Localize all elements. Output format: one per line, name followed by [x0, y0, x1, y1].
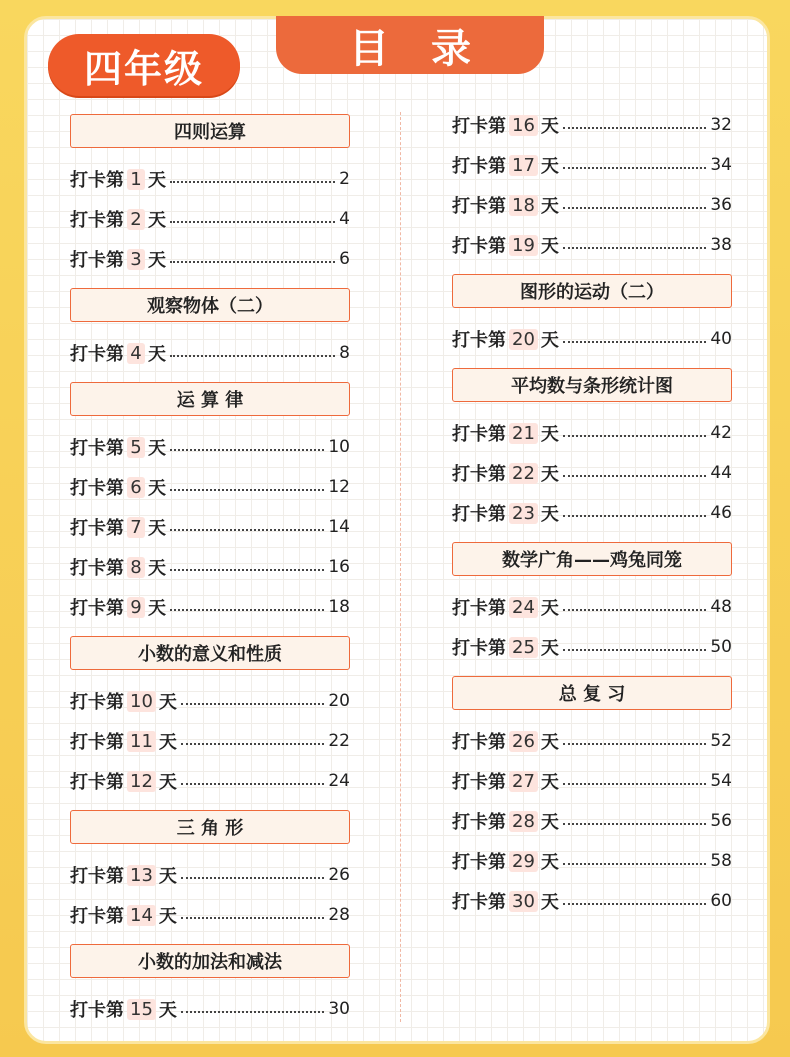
entry-prefix: 打卡第 — [70, 772, 124, 793]
section-heading: 图形的运动（二） — [452, 274, 732, 308]
entry-day-number: 12 — [127, 771, 156, 792]
entry-prefix: 打卡第 — [452, 156, 506, 177]
entry-suffix: 天 — [148, 598, 166, 619]
entry-suffix: 天 — [158, 772, 177, 793]
toc-entry[interactable] — [70, 728, 350, 754]
dot-leader — [563, 863, 706, 865]
dot-leader — [563, 823, 706, 825]
entry-day-number: 6 — [127, 477, 145, 498]
entry-prefix: 打卡第 — [452, 638, 506, 659]
entry-prefix: 打卡第 — [70, 906, 124, 927]
toc-entry[interactable] — [452, 232, 732, 258]
dot-leader — [170, 221, 335, 223]
entry-suffix: 天 — [148, 210, 166, 231]
entry-page-number: 14 — [328, 517, 350, 537]
entry-page-number: 44 — [710, 463, 732, 483]
section-heading: 平均数与条形统计图 — [452, 368, 732, 402]
section-heading: 三 角 形 — [70, 810, 350, 844]
entry-prefix: 打卡第 — [452, 464, 506, 485]
entry-day-number: 26 — [509, 731, 538, 752]
entry-suffix: 天 — [540, 504, 559, 525]
entry-day-number: 9 — [127, 597, 145, 618]
entry-day-number: 24 — [509, 597, 538, 618]
entry-day-number: 3 — [127, 249, 145, 270]
entry-page-number: 32 — [710, 115, 732, 135]
entry-prefix: 打卡第 — [452, 812, 506, 833]
toc-entry[interactable] — [70, 862, 350, 888]
toc-entry[interactable] — [452, 768, 732, 794]
dot-leader — [563, 515, 706, 517]
entry-day-number: 11 — [127, 731, 156, 752]
entry-suffix: 天 — [148, 170, 166, 191]
entry-day-number: 8 — [127, 557, 145, 578]
entry-page-number: 20 — [328, 691, 350, 711]
toc-entry[interactable] — [70, 514, 350, 540]
entry-suffix: 天 — [540, 196, 559, 217]
entry-day-number: 22 — [509, 463, 538, 484]
toc-entry[interactable] — [70, 166, 350, 192]
dot-leader — [563, 649, 706, 651]
entry-page-number: 2 — [339, 169, 350, 189]
toc-entry[interactable] — [70, 554, 350, 580]
dot-leader — [181, 743, 324, 745]
dot-leader — [170, 355, 335, 357]
dot-leader — [181, 783, 324, 785]
entry-page-number: 52 — [710, 731, 732, 751]
entry-suffix: 天 — [158, 1000, 177, 1021]
entry-day-number: 30 — [509, 891, 538, 912]
grade-badge: 四年级 — [48, 34, 240, 96]
entry-suffix: 天 — [540, 236, 559, 257]
entry-prefix: 打卡第 — [452, 892, 506, 913]
entry-page-number: 8 — [339, 343, 350, 363]
entry-day-number: 13 — [127, 865, 156, 886]
entry-day-number: 23 — [509, 503, 538, 524]
entry-day-number: 21 — [509, 423, 538, 444]
column-divider — [400, 112, 401, 1022]
section-heading: 数学广角——鸡兔同笼 — [452, 542, 732, 576]
entry-prefix: 打卡第 — [452, 330, 506, 351]
entry-prefix: 打卡第 — [70, 558, 124, 579]
section-heading: 观察物体（二） — [70, 288, 350, 322]
entry-day-number: 28 — [509, 811, 538, 832]
toc-entry[interactable] — [452, 634, 732, 660]
entry-day-number: 18 — [509, 195, 538, 216]
entry-suffix: 天 — [158, 906, 177, 927]
entry-day-number: 25 — [509, 637, 538, 658]
entry-day-number: 16 — [509, 115, 538, 136]
entry-prefix: 打卡第 — [70, 1000, 124, 1021]
entry-prefix: 打卡第 — [452, 116, 506, 137]
entry-prefix: 打卡第 — [70, 692, 124, 713]
toc-entry[interactable] — [70, 246, 350, 272]
toc-entry[interactable] — [70, 688, 350, 714]
page-title: 目录 — [276, 16, 544, 74]
entry-prefix: 打卡第 — [70, 250, 124, 271]
entry-suffix: 天 — [158, 732, 177, 753]
dot-leader — [170, 609, 324, 611]
entry-prefix: 打卡第 — [70, 478, 124, 499]
entry-suffix: 天 — [540, 772, 559, 793]
dot-leader — [563, 903, 706, 905]
entry-suffix: 天 — [540, 812, 559, 833]
entry-prefix: 打卡第 — [70, 344, 124, 365]
entry-suffix: 天 — [540, 330, 559, 351]
dot-leader — [170, 261, 335, 263]
entry-prefix: 打卡第 — [452, 504, 506, 525]
toc-entry[interactable] — [452, 500, 732, 526]
entry-suffix: 天 — [540, 598, 559, 619]
entry-prefix: 打卡第 — [70, 732, 124, 753]
entry-suffix: 天 — [148, 438, 166, 459]
entry-page-number: 30 — [328, 999, 350, 1019]
entry-page-number: 16 — [328, 557, 350, 577]
entry-page-number: 24 — [328, 771, 350, 791]
dot-leader — [170, 529, 324, 531]
entry-page-number: 50 — [710, 637, 732, 657]
dot-leader — [181, 917, 324, 919]
entry-page-number: 36 — [710, 195, 732, 215]
entry-day-number: 14 — [127, 905, 156, 926]
entry-page-number: 28 — [328, 905, 350, 925]
entry-page-number: 26 — [328, 865, 350, 885]
dot-leader — [563, 743, 706, 745]
dot-leader — [563, 127, 706, 129]
toc-entry[interactable] — [452, 594, 732, 620]
entry-day-number: 27 — [509, 771, 538, 792]
toc-entry[interactable] — [70, 768, 350, 794]
entry-page-number: 12 — [328, 477, 350, 497]
dot-leader — [181, 703, 324, 705]
entry-page-number: 46 — [710, 503, 732, 523]
entry-suffix: 天 — [540, 732, 559, 753]
dot-leader — [170, 569, 324, 571]
section-heading: 总 复 习 — [452, 676, 732, 710]
toc-entry[interactable] — [70, 996, 350, 1022]
entry-day-number: 5 — [127, 437, 145, 458]
entry-day-number: 15 — [127, 999, 156, 1020]
section-heading: 小数的加法和减法 — [70, 944, 350, 978]
entry-suffix: 天 — [158, 866, 177, 887]
entry-suffix: 天 — [540, 464, 559, 485]
toc-entry[interactable] — [70, 902, 350, 928]
toc-entry[interactable] — [452, 848, 732, 874]
entry-day-number: 7 — [127, 517, 145, 538]
toc-entry[interactable] — [70, 434, 350, 460]
entry-suffix: 天 — [148, 478, 166, 499]
dot-leader — [181, 1011, 324, 1013]
entry-prefix: 打卡第 — [70, 598, 124, 619]
entry-page-number: 58 — [710, 851, 732, 871]
entry-prefix: 打卡第 — [452, 598, 506, 619]
dot-leader — [563, 783, 706, 785]
entry-day-number: 20 — [509, 329, 538, 350]
dot-leader — [563, 341, 706, 343]
entry-prefix: 打卡第 — [70, 518, 124, 539]
entry-suffix: 天 — [540, 424, 559, 445]
entry-prefix: 打卡第 — [70, 866, 124, 887]
dot-leader — [170, 489, 324, 491]
entry-page-number: 54 — [710, 771, 732, 791]
toc-entry[interactable] — [70, 474, 350, 500]
entry-page-number: 18 — [328, 597, 350, 617]
entry-prefix: 打卡第 — [452, 732, 506, 753]
entry-day-number: 2 — [127, 209, 145, 230]
entry-suffix: 天 — [540, 638, 559, 659]
entry-page-number: 42 — [710, 423, 732, 443]
toc-entry[interactable] — [452, 888, 732, 914]
toc-entry[interactable] — [452, 460, 732, 486]
entry-prefix: 打卡第 — [452, 772, 506, 793]
entry-prefix: 打卡第 — [70, 438, 124, 459]
toc-entry[interactable] — [452, 192, 732, 218]
dot-leader — [563, 247, 706, 249]
toc-entry[interactable] — [452, 112, 732, 138]
dot-leader — [170, 449, 324, 451]
entry-day-number: 1 — [127, 169, 145, 190]
section-heading: 运 算 律 — [70, 382, 350, 416]
entry-page-number: 60 — [710, 891, 732, 911]
entry-page-number: 10 — [328, 437, 350, 457]
dot-leader — [170, 181, 335, 183]
dot-leader — [563, 475, 706, 477]
entry-suffix: 天 — [148, 250, 166, 271]
entry-prefix: 打卡第 — [452, 852, 506, 873]
toc-entry[interactable] — [452, 420, 732, 446]
entry-suffix: 天 — [540, 852, 559, 873]
toc-entry[interactable] — [70, 594, 350, 620]
entry-page-number: 4 — [339, 209, 350, 229]
entry-suffix: 天 — [148, 518, 166, 539]
toc-entry[interactable] — [452, 808, 732, 834]
entry-day-number: 29 — [509, 851, 538, 872]
entry-suffix: 天 — [540, 892, 559, 913]
entry-prefix: 打卡第 — [70, 210, 124, 231]
section-heading: 四则运算 — [70, 114, 350, 148]
dot-leader — [181, 877, 324, 879]
toc-entry[interactable] — [70, 206, 350, 232]
entry-day-number: 4 — [127, 343, 145, 364]
entry-page-number: 48 — [710, 597, 732, 617]
entry-page-number: 6 — [339, 249, 350, 269]
entry-suffix: 天 — [148, 344, 166, 365]
entry-prefix: 打卡第 — [452, 196, 506, 217]
toc-entry[interactable] — [70, 340, 350, 366]
entry-page-number: 38 — [710, 235, 732, 255]
dot-leader — [563, 207, 706, 209]
entry-suffix: 天 — [148, 558, 166, 579]
entry-day-number: 19 — [509, 235, 538, 256]
toc-entry[interactable] — [452, 152, 732, 178]
dot-leader — [563, 435, 706, 437]
entry-suffix: 天 — [540, 116, 559, 137]
entry-prefix: 打卡第 — [452, 424, 506, 445]
entry-page-number: 22 — [328, 731, 350, 751]
entry-day-number: 17 — [509, 155, 538, 176]
entry-page-number: 40 — [710, 329, 732, 349]
entry-day-number: 10 — [127, 691, 156, 712]
section-heading: 小数的意义和性质 — [70, 636, 350, 670]
entry-suffix: 天 — [158, 692, 177, 713]
entry-prefix: 打卡第 — [70, 170, 124, 191]
entry-prefix: 打卡第 — [452, 236, 506, 257]
dot-leader — [563, 609, 706, 611]
dot-leader — [563, 167, 706, 169]
entry-page-number: 34 — [710, 155, 732, 175]
toc-entry[interactable] — [452, 326, 732, 352]
entry-suffix: 天 — [540, 156, 559, 177]
toc-entry[interactable] — [452, 728, 732, 754]
entry-page-number: 56 — [710, 811, 732, 831]
